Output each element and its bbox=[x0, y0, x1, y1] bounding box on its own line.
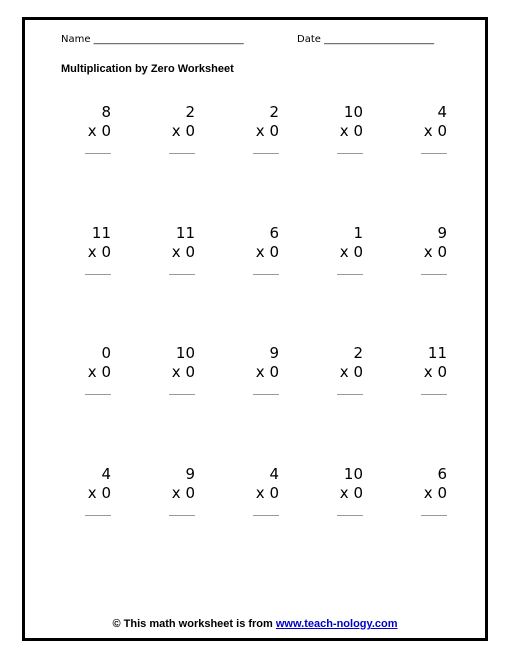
problem-multiplicand: 8 bbox=[101, 103, 111, 121]
answer-line[interactable] bbox=[169, 274, 195, 275]
answer-line[interactable] bbox=[253, 274, 279, 275]
problem-multiplicand: 4 bbox=[437, 103, 447, 121]
problem bbox=[145, 344, 195, 382]
answer-line[interactable] bbox=[421, 274, 447, 275]
answer-line[interactable] bbox=[169, 394, 195, 395]
problem-multiplier: x 0 bbox=[87, 363, 111, 381]
problem bbox=[313, 103, 363, 141]
problem-multiplier: x 0 bbox=[255, 363, 279, 381]
problem-multiplicand: 11 bbox=[427, 344, 447, 362]
answer-line[interactable] bbox=[85, 515, 111, 516]
problem bbox=[229, 224, 279, 262]
answer-line[interactable] bbox=[337, 515, 363, 516]
problem bbox=[313, 344, 363, 382]
problem bbox=[145, 103, 195, 141]
problem bbox=[229, 465, 279, 503]
problem-multiplicand: 9 bbox=[185, 465, 195, 483]
footer-text: © This math worksheet is from bbox=[112, 618, 276, 630]
problem-multiplicand: 6 bbox=[269, 224, 279, 242]
problem-multiplier: x 0 bbox=[255, 122, 279, 140]
answer-line[interactable] bbox=[253, 515, 279, 516]
answer-line[interactable] bbox=[253, 153, 279, 154]
problem bbox=[61, 465, 111, 503]
problem bbox=[145, 465, 195, 503]
problem-multiplicand: 1 bbox=[353, 224, 363, 242]
answer-line[interactable] bbox=[421, 153, 447, 154]
problem-multiplier: x 0 bbox=[339, 243, 363, 261]
problem bbox=[229, 344, 279, 382]
answer-line[interactable] bbox=[85, 274, 111, 275]
problem-multiplier: x 0 bbox=[171, 363, 195, 381]
problem-multiplier: x 0 bbox=[87, 122, 111, 140]
problem bbox=[397, 224, 447, 262]
problem-multiplier: x 0 bbox=[423, 363, 447, 381]
footer bbox=[25, 618, 485, 630]
problem bbox=[61, 224, 111, 262]
problem bbox=[397, 344, 447, 382]
problem bbox=[61, 344, 111, 382]
answer-line[interactable] bbox=[337, 394, 363, 395]
problem-multiplier: x 0 bbox=[339, 484, 363, 502]
problem-multiplier: x 0 bbox=[255, 243, 279, 261]
problem-multiplicand: 0 bbox=[101, 344, 111, 362]
problem-multiplicand: 6 bbox=[437, 465, 447, 483]
problem-multiplier: x 0 bbox=[423, 484, 447, 502]
problem bbox=[313, 465, 363, 503]
answer-line[interactable] bbox=[337, 274, 363, 275]
problem-multiplicand: 4 bbox=[101, 465, 111, 483]
problem-multiplier: x 0 bbox=[339, 122, 363, 140]
problem-multiplier: x 0 bbox=[339, 363, 363, 381]
problem-multiplicand: 11 bbox=[91, 224, 111, 242]
problem-multiplicand: 2 bbox=[185, 103, 195, 121]
problem-multiplicand: 2 bbox=[353, 344, 363, 362]
answer-line[interactable] bbox=[85, 394, 111, 395]
answer-line[interactable] bbox=[253, 394, 279, 395]
problem-multiplier: x 0 bbox=[87, 484, 111, 502]
problem bbox=[313, 224, 363, 262]
problem bbox=[229, 103, 279, 141]
problem-multiplier: x 0 bbox=[255, 484, 279, 502]
problem-multiplier: x 0 bbox=[87, 243, 111, 261]
problem-multiplier: x 0 bbox=[171, 484, 195, 502]
name-line: Name ______________________________ bbox=[61, 34, 244, 45]
problem-multiplicand: 10 bbox=[343, 103, 363, 121]
worksheet-title: Multiplication by Zero Worksheet bbox=[61, 63, 234, 75]
problem-multiplier: x 0 bbox=[171, 243, 195, 261]
answer-line[interactable] bbox=[421, 515, 447, 516]
problem-multiplier: x 0 bbox=[171, 122, 195, 140]
footer-link[interactable]: www.teach-nology.com bbox=[275, 618, 398, 630]
answer-line[interactable] bbox=[85, 153, 111, 154]
worksheet-page bbox=[22, 17, 488, 641]
problem bbox=[397, 465, 447, 503]
problem-multiplicand: 11 bbox=[175, 224, 195, 242]
problem-multiplicand: 4 bbox=[269, 465, 279, 483]
date-line: Date ______________________ bbox=[297, 34, 435, 45]
problem-multiplicand: 10 bbox=[175, 344, 195, 362]
answer-line[interactable] bbox=[169, 515, 195, 516]
problem-multiplier: x 0 bbox=[423, 122, 447, 140]
problem-multiplicand: 9 bbox=[269, 344, 279, 362]
problem bbox=[61, 103, 111, 141]
answer-line[interactable] bbox=[337, 153, 363, 154]
problem-multiplicand: 2 bbox=[269, 103, 279, 121]
problem-multiplier: x 0 bbox=[423, 243, 447, 261]
answer-line[interactable] bbox=[169, 153, 195, 154]
answer-line[interactable] bbox=[421, 394, 447, 395]
problem bbox=[145, 224, 195, 262]
problem bbox=[397, 103, 447, 141]
problem-multiplicand: 9 bbox=[437, 224, 447, 242]
problem-multiplicand: 10 bbox=[343, 465, 363, 483]
